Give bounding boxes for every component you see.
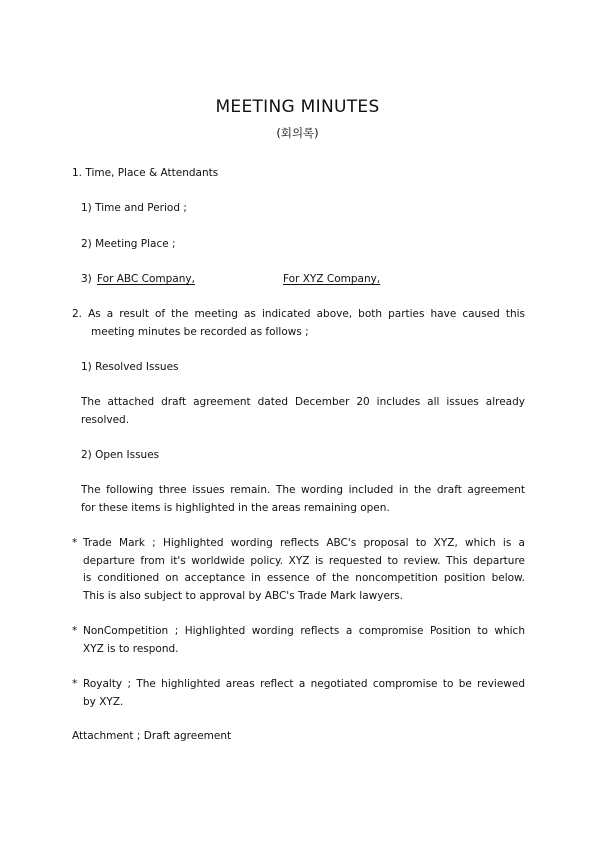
resolved-issues-line-2: resolved. (81, 414, 130, 426)
trade-mark-line-3: is conditioned on acceptance in essence of the noncompetition position below. (83, 572, 525, 584)
resolved-issues-label: 1) Resolved Issues (81, 361, 179, 373)
abc-company-attendants: For ABC Company, (97, 273, 195, 285)
royalty-line-1: Royalty ; The highlighted areas reflect a negotiated compromise to be reviewed (83, 678, 525, 690)
bullet-marker: * (72, 537, 78, 549)
open-issues-label: 2) Open Issues (81, 449, 160, 461)
open-issues-line-1: The following three issues remain. The wording included in the draft agreement (81, 484, 525, 496)
xyz-company-attendants: For XYZ Company, (283, 273, 381, 285)
attendants-prefix: 3) (81, 273, 92, 285)
document-title: MEETING MINUTES (215, 97, 380, 117)
noncompetition-line-1: NonCompetition ; Highlighted wording reflects a compromise Position to which (83, 625, 525, 637)
document-subtitle: (회의록) (276, 126, 319, 140)
bullet-marker: * (72, 625, 78, 637)
royalty-line-2: by XYZ. (83, 696, 124, 708)
time-and-period-label: 1) Time and Period ; (81, 202, 187, 214)
open-issues-line-2: for these items is highlighted in the areas remaining open. (81, 502, 390, 514)
meeting-place-label: 2) Meeting Place ; (81, 238, 176, 250)
section-2-heading-line-2: meeting minutes be recorded as follows ; (91, 326, 309, 338)
noncompetition-line-2: XYZ is to respond. (83, 643, 179, 655)
trade-mark-line-1: Trade Mark ; Highlighted wording reflects ABC's proposal to XYZ, which is a (83, 537, 525, 549)
trade-mark-line-4: This is also subject to approval by ABC's Trade Mark lawyers. (83, 590, 404, 602)
attachment-note: Attachment ; Draft agreement (72, 730, 232, 742)
section-1-heading: 1. Time, Place & Attendants (72, 167, 219, 179)
section-2-heading-line-1: 2. As a result of the meeting as indicated above, both parties have caused this (72, 308, 525, 320)
trade-mark-line-2: departure from it's worldwide policy. XYZ is requested to review. This departure (83, 555, 525, 567)
bullet-marker: * (72, 678, 78, 690)
resolved-issues-line-1: The attached draft agreement dated December 20 includes all issues already (81, 396, 525, 408)
